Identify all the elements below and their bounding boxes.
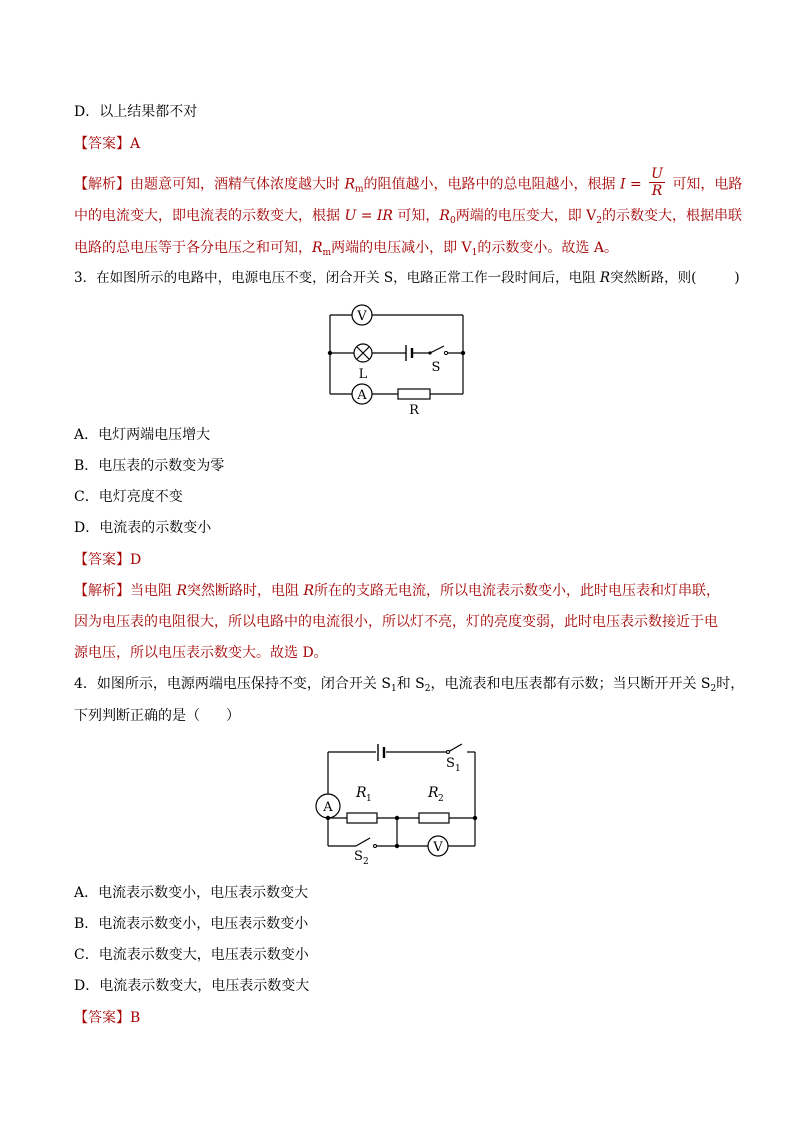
q3-answer bbox=[74, 550, 141, 570]
r1-subscript: 1 bbox=[366, 794, 372, 804]
formula-symbol: I bbox=[620, 176, 626, 193]
symbol-r: R bbox=[439, 208, 450, 224]
q4-option-a: A．电流表示数变小，电压表示数变大 bbox=[74, 885, 309, 901]
answer-value: D bbox=[130, 552, 142, 568]
q3-stem bbox=[74, 268, 740, 288]
q2-analysis-line-2 bbox=[74, 206, 742, 231]
q4-option-b: B．电流表示数变小，电压表示数变小 bbox=[74, 916, 309, 932]
analysis-text: 由题意可知，酒精气体浓度越大时 bbox=[130, 176, 345, 193]
r1-label: R bbox=[356, 785, 367, 801]
ammeter-label: A bbox=[323, 800, 333, 815]
analysis-text: 的示数变小。故选 A。 bbox=[477, 240, 618, 256]
fraction-numerator: U bbox=[651, 166, 663, 182]
analysis-text: 的阻值越小，电路中的总电阻越小，根据 bbox=[363, 176, 620, 193]
q2-option-d: D．以上结果都不对 bbox=[74, 104, 198, 120]
answer-value: B bbox=[130, 1010, 141, 1026]
formula: U = IR bbox=[344, 208, 393, 224]
formula-fraction bbox=[649, 166, 665, 199]
q2-analysis-line-3 bbox=[74, 238, 618, 263]
stem-text: 时， bbox=[716, 676, 745, 692]
s1-subscript: 1 bbox=[455, 764, 461, 774]
analysis-text: 的示数变大，根据串联 bbox=[602, 208, 742, 224]
symbol-r: R bbox=[176, 583, 187, 599]
q2-analysis-line-1 bbox=[74, 168, 742, 201]
stem-text: 下列判断正确的是（ bbox=[74, 708, 200, 724]
voltmeter-label: V bbox=[357, 309, 367, 324]
symbol-r: R bbox=[303, 583, 314, 599]
q3-option-d: D．电流表的示数变小 bbox=[74, 520, 212, 536]
stem-text: 3．在如图所示的电路中，电源电压不变，闭合开关 S，电路正常工作一段时间后，电阻 bbox=[74, 270, 600, 286]
analysis-text: 两端的电压减小，即 V bbox=[331, 240, 472, 256]
symbol-subscript: 1 bbox=[390, 684, 397, 694]
symbol-subscript: 2 bbox=[424, 684, 431, 694]
s2-subscript: 2 bbox=[363, 857, 369, 867]
q4-stem-line-2 bbox=[74, 706, 240, 726]
symbol-r: R bbox=[312, 240, 323, 256]
symbol-subscript: m bbox=[355, 184, 364, 195]
analysis-text: 可知，电路 bbox=[667, 176, 743, 193]
s1-label: S bbox=[446, 756, 455, 771]
symbol-r: R bbox=[344, 176, 355, 193]
q3-analysis-line-2: 因为电压表的电阻很大，所以电路中的电流很小，所以灯不亮，灯的亮度变弱，此时电压表示数接近于电 bbox=[74, 614, 718, 630]
q3-option-a: A．电灯两端电压增大 bbox=[74, 427, 211, 443]
analysis-text: 电路的总电压等于各分电压之和可知， bbox=[74, 240, 312, 256]
symbol-r: R bbox=[599, 270, 611, 286]
answer-tag: 【答案】 bbox=[74, 1010, 130, 1026]
formula-equals: = bbox=[625, 176, 647, 193]
q3-circuit-diagram bbox=[320, 300, 480, 420]
answer-tag: 【答案】 bbox=[74, 136, 130, 152]
answer-value: A bbox=[130, 136, 141, 152]
analysis-text: 两端的电压变大，即 V bbox=[455, 208, 597, 224]
analysis-tag: 【解析】 bbox=[74, 176, 130, 193]
symbol-subscript: 2 bbox=[710, 684, 717, 694]
analysis-tag: 【解析】 bbox=[74, 583, 130, 599]
symbol-subscript: 1 bbox=[471, 248, 478, 258]
analysis-text: 当电阻 bbox=[130, 583, 177, 599]
stem-text: 突然断路，则( bbox=[610, 270, 697, 286]
r2-subscript: 2 bbox=[438, 794, 444, 804]
r2-label: R bbox=[428, 785, 439, 801]
answer-tag: 【答案】 bbox=[74, 552, 130, 568]
q3-analysis-line-1 bbox=[74, 581, 720, 601]
symbol-subscript: m bbox=[322, 248, 332, 258]
lamp-label: L bbox=[358, 367, 368, 382]
q3-analysis-line-3: 源电压，所以电压表示数变大。故选 D。 bbox=[74, 645, 328, 661]
q3-option-c: C．电灯亮度不变 bbox=[74, 489, 183, 505]
switch-label: S bbox=[431, 360, 441, 375]
analysis-text: 突然断路时，电阻 bbox=[187, 583, 304, 599]
q4-answer bbox=[74, 1008, 140, 1028]
resistor-label: R bbox=[409, 403, 419, 418]
q4-option-c: C．电流表示数变大，电压表示数变小 bbox=[74, 947, 309, 963]
s2-label: S bbox=[354, 849, 363, 864]
q4-option-d: D．电流表示数变大，电压表示数变大 bbox=[74, 978, 310, 994]
fraction-denominator: R bbox=[651, 183, 663, 199]
voltmeter-label: V bbox=[433, 840, 443, 855]
symbol-subscript: 2 bbox=[596, 216, 602, 226]
q4-circuit-diagram bbox=[312, 736, 492, 870]
analysis-text: 所在的支路无电流，所以电流表示数变小，此时电压表和灯串联， bbox=[314, 583, 720, 599]
q3-option-b: B．电压表的示数变为零 bbox=[74, 458, 225, 474]
stem-text: ，电流表和电压表都有示数；当只断开开关 S bbox=[430, 676, 711, 692]
stem-text: ） bbox=[226, 708, 240, 724]
symbol-subscript: 0 bbox=[449, 216, 456, 226]
ammeter-label: A bbox=[357, 388, 367, 403]
analysis-text: 中的电流变大，即电流表的示数变大，根据 bbox=[74, 208, 345, 224]
stem-text: ) bbox=[734, 270, 740, 286]
stem-text: 和 S bbox=[396, 676, 425, 692]
stem-text: 4．如图所示，电源两端电压保持不变，闭合开关 S bbox=[74, 676, 391, 692]
analysis-text: 可知， bbox=[392, 208, 440, 224]
q4-stem-line-1 bbox=[74, 674, 744, 699]
q2-answer bbox=[74, 134, 140, 154]
